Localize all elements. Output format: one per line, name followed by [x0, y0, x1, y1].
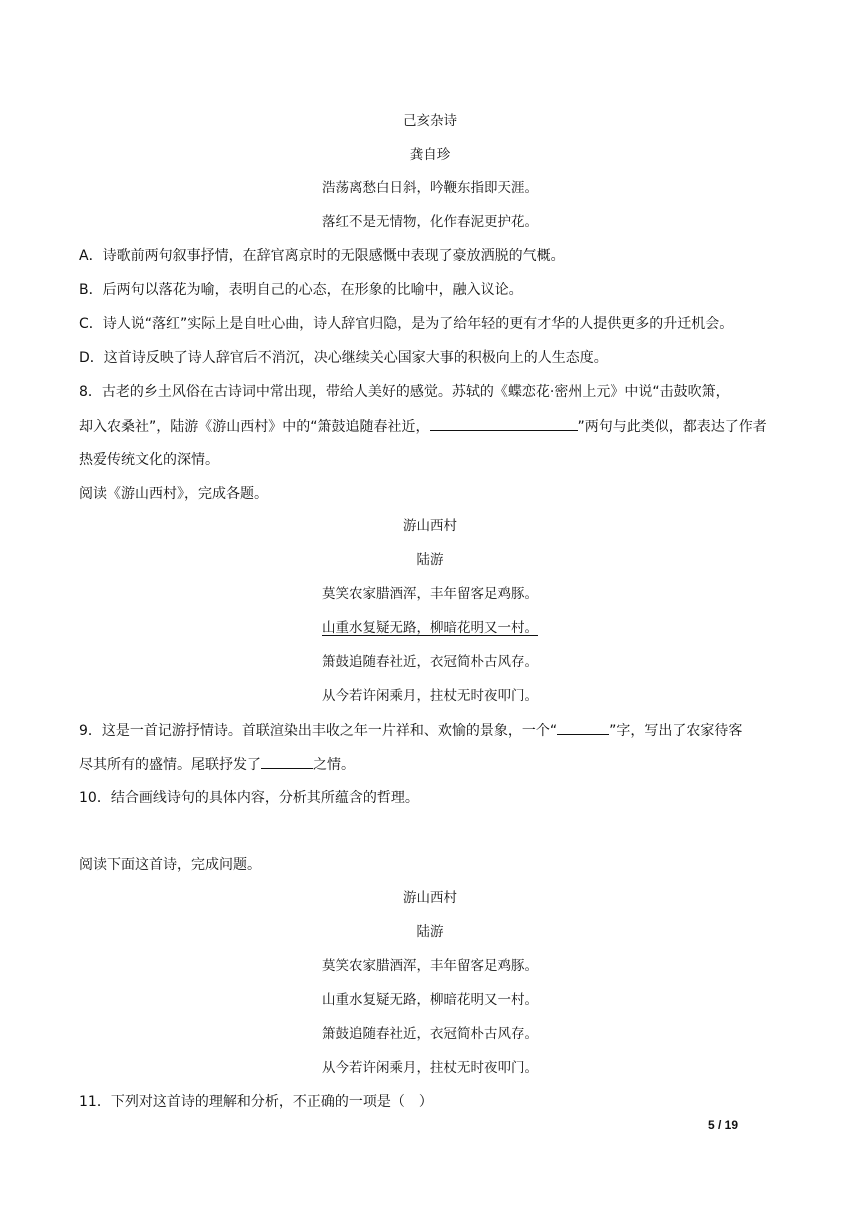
- poem1-line-2: 落红不是无情物，化作春泥更护花。: [322, 214, 538, 230]
- poem3-line-3: 箫鼓追随春社近，衣冠简朴古风存。: [322, 1026, 538, 1042]
- section1-intro: 阅读《游山西村》，完成各题。: [79, 486, 268, 502]
- poem3-line-4: 从今若许闲乘月，拄杖无时夜叩门。: [322, 1060, 538, 1076]
- q11-text: 11．下列对这首诗的理解和分析，不正确的一项是（ ）: [79, 1094, 433, 1110]
- section2-intro: 阅读下面这首诗，完成问题。: [79, 857, 261, 873]
- q8-line-3: 热爱传统文化的深情。: [79, 452, 219, 468]
- poem2-author: 陆游: [416, 552, 444, 568]
- q7-option-b: B．后两句以落花为喻，表明自己的心态，在形象的比喻中，融入议论。: [79, 282, 523, 298]
- q9-answer-blank-2[interactable]: [261, 754, 313, 769]
- poem2-line-3: 箫鼓追随春社近，衣冠简朴古风存。: [322, 654, 538, 670]
- q8-line-1: 8．古老的乡土风俗在古诗词中常出现，带给人美好的感觉。苏轼的《蝶恋花·密州上元》中说“击鼓吹箫，: [79, 384, 730, 400]
- q9-text-before-blank-1: 9．这是一首记游抒情诗。首联渲染出丰收之年一片祥和、欢愉的景象，一个“: [79, 723, 558, 739]
- poem2-line-1: 莫笑农家腊酒浑，丰年留客足鸡豚。: [322, 586, 538, 602]
- q7-option-d: D．这首诗反映了诗人辞官后不消沉，决心继续关心国家大事的积极向上的人生态度。: [79, 350, 608, 366]
- poem1-title: 己亥杂诗: [403, 113, 457, 129]
- poem2-underlined-line: 山重水复疑无路，柳暗花明又一村。: [322, 620, 538, 636]
- poem3-author: 陆游: [416, 924, 444, 940]
- q8-text-after-blank: ”两句与此类似，都表达了作者: [577, 419, 767, 435]
- q9-text-after-blank-2: 之情。: [313, 757, 355, 773]
- q7-option-c: C．诗人说“落红”实际上是自吐心曲，诗人辞官归隐，是为了给年轻的更有才华的人提供更多的升迁机会。: [79, 316, 734, 332]
- poem1-author: 龚自珍: [409, 147, 451, 163]
- page-number: 5 / 19: [708, 1118, 739, 1132]
- poem1-line-1: 浩荡离愁白日斜，吟鞭东指即天涯。: [322, 180, 538, 196]
- q7-option-a: A．诗歌前两句叙事抒情，在辞官离京时的无限感慨中表现了豪放洒脱的气概。: [79, 248, 565, 264]
- q8-line-2: [79, 416, 767, 437]
- q10-text: 10．结合画线诗句的具体内容，分析其所蕴含的哲理。: [79, 790, 419, 806]
- poem2-title: 游山西村: [403, 518, 457, 534]
- q8-answer-blank[interactable]: [430, 416, 578, 431]
- q9-text-before-blank-2: 尽其所有的盛情。尾联抒发了: [79, 757, 261, 773]
- q9-line-2: [79, 754, 355, 775]
- q8-text-before-blank: 却入农桑社”，陆游《游山西村》中的“箫鼓追随春社近，: [79, 419, 430, 435]
- q9-line-1: [79, 720, 742, 741]
- poem3-title: 游山西村: [403, 890, 457, 906]
- poem3-line-2: 山重水复疑无路，柳暗花明又一村。: [322, 992, 538, 1008]
- q9-answer-blank-1[interactable]: [557, 720, 609, 735]
- poem2-line-4: 从今若许闲乘月，拄杖无时夜叩门。: [322, 688, 538, 704]
- poem2-line-2: [0, 618, 860, 638]
- poem3-line-1: 莫笑农家腊酒浑，丰年留客足鸡豚。: [322, 958, 538, 974]
- q9-text-after-blank-1: ”字，写出了农家待客: [609, 723, 743, 739]
